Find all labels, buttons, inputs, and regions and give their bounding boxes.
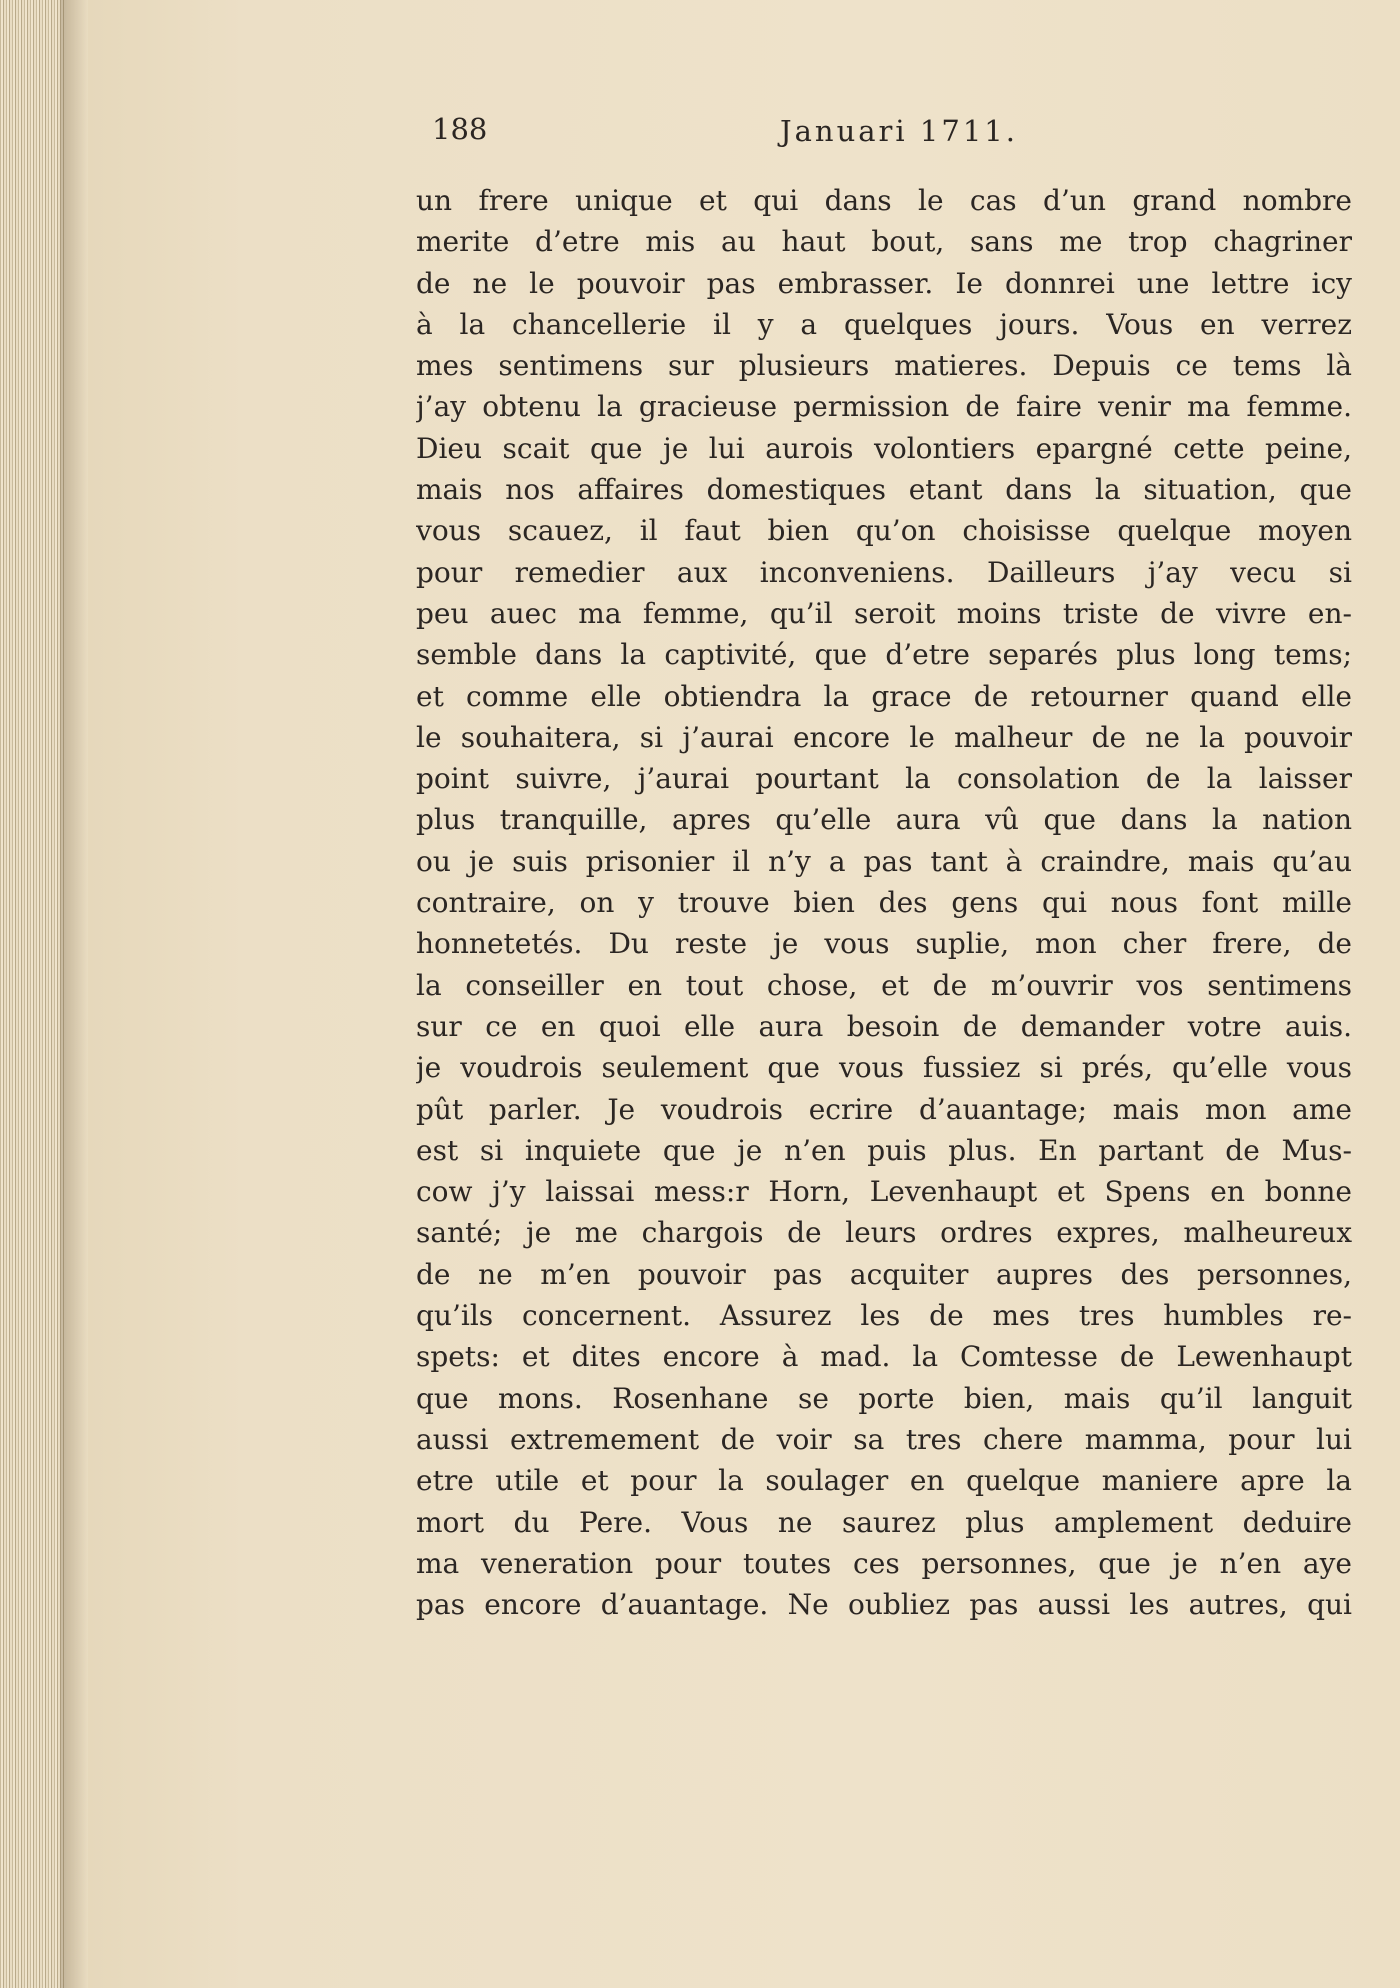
text-line: de ne m’en pouvoir pas acquiter aupres des personnes, [416, 1257, 1352, 1291]
body-text [416, 180, 1352, 1625]
text-line: aussi extremement de voir sa tres chere mamma, pour lui [416, 1422, 1352, 1456]
text-line: semble dans la captivité, que d’etre separés plus long tems; [416, 638, 1352, 672]
text-line: point suivre, j’aurai pourtant la consolation de la laisser [416, 762, 1352, 796]
text-line: peu auec ma femme, qu’il seroit moins triste de vivre en- [416, 596, 1352, 630]
text-line: un frere unique et qui dans le cas d’un grand nombre [416, 184, 1352, 217]
text-line: je voudrois seulement que vous fussiez si prés, qu’elle vous [416, 1051, 1352, 1085]
text-line: qu’ils concernent. Assurez les de mes tres humbles re- [416, 1299, 1352, 1333]
page-number: 188 [432, 112, 488, 146]
text-line: merite d’etre mis au haut bout, sans me trop chagriner [416, 225, 1352, 259]
text-line: plus tranquille, apres qu’elle aura vû que dans la nation [416, 803, 1352, 837]
text-line: santé; je me chargois de leurs ordres expres, malheureux [416, 1216, 1352, 1250]
text-line: mort du Pere. Vous ne saurez plus amplement deduire [416, 1505, 1352, 1539]
text-line: etre utile et pour la soulager en quelque maniere apre la [416, 1464, 1352, 1498]
running-head: Januari 1711. [780, 114, 1018, 148]
text-line: la conseiller en tout chose, et de m’ouvrir vos sentimens [416, 968, 1352, 1002]
text-line: le souhaitera, si j’aurai encore le malheur de ne la pouvoir [416, 720, 1352, 754]
text-line: j’ay obtenu la gracieuse permission de faire venir ma femme. [416, 390, 1352, 424]
text-line: pût parler. Je voudrois ecrire d’auantage; mais mon ame [416, 1092, 1352, 1126]
page-edge [0, 0, 66, 1988]
text-line: de ne le pouvoir pas embrasser. Ie donnrei une lettre icy [416, 266, 1352, 300]
text-line: Dieu scait que je lui aurois volontiers epargné cette peine, [416, 431, 1352, 465]
text-line: cow j’y laissai mess:r Horn, Levenhaupt et Spens en bonne [416, 1175, 1352, 1209]
text-line: et comme elle obtiendra la grace de retourner quand elle [416, 679, 1352, 713]
text-line: est si inquiete que je n’en puis plus. En partant de Mus- [416, 1133, 1352, 1167]
text-line: que mons. Rosenhane se porte bien, mais qu’il languit [416, 1381, 1352, 1415]
text-line: pas encore d’auantage. Ne oubliez pas aussi les autres, qui [416, 1588, 1352, 1622]
text-line: vous scauez, il faut bien qu’on choisisse quelque moyen [416, 514, 1352, 548]
text-line: sur ce en quoi elle aura besoin de demander votre auis. [416, 1009, 1352, 1043]
text-line: honnetetés. Du reste je vous suplie, mon cher frere, de [416, 927, 1352, 961]
text-line: mais nos affaires domestiques etant dans la situation, que [416, 473, 1352, 507]
text-line: ma veneration pour toutes ces personnes, que je n’en aye [416, 1546, 1352, 1580]
page-header [432, 112, 1352, 152]
page-gutter-shadow [60, 0, 88, 1988]
text-line: à la chancellerie il y a quelques jours. Vous en verrez [416, 307, 1352, 341]
text-line: mes sentimens sur plusieurs matieres. Depuis ce tems là [416, 349, 1352, 383]
text-line: ou je suis prisonier il n’y a pas tant à craindre, mais qu’au [416, 844, 1352, 878]
text-line: pour remedier aux inconveniens. Dailleurs j’ay vecu si [416, 555, 1352, 589]
text-line: spets: et dites encore à mad. la Comtesse de Lewenhaupt [416, 1340, 1352, 1374]
text-line: contraire, on y trouve bien des gens qui nous font mille [416, 886, 1352, 920]
